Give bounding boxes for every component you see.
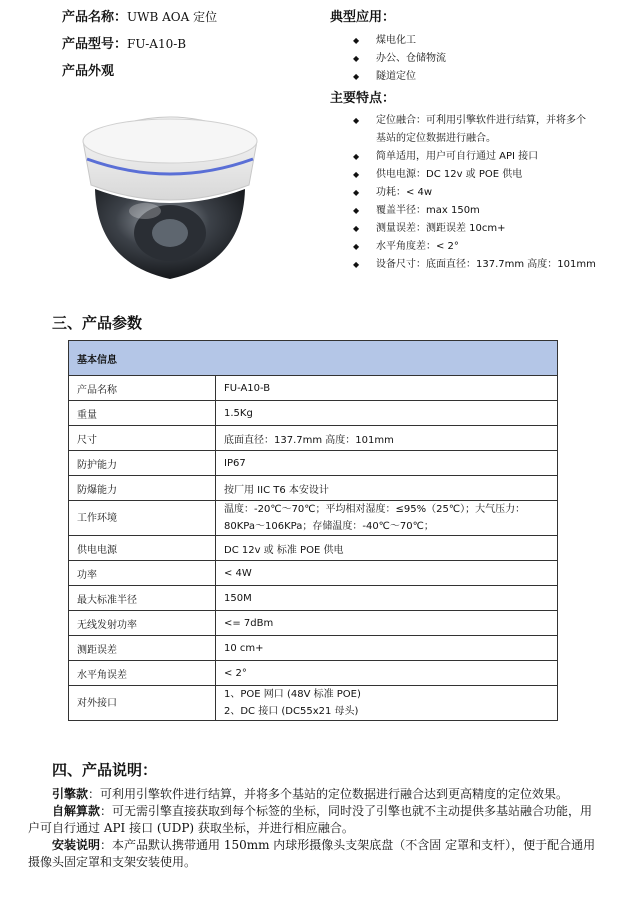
product-model-value: FU-A10-B bbox=[127, 37, 187, 51]
table-row: 防爆能力 按厂用 IIC T6 本安设计 bbox=[69, 476, 558, 501]
spec-table bbox=[68, 340, 558, 721]
list-item: ◆ 水平角度差：< 2° bbox=[353, 238, 623, 256]
table-header: 基本信息 bbox=[69, 341, 558, 376]
list-item: ◆ 简单适用，用户可自行通过 API 接口 bbox=[353, 148, 623, 166]
list-item: ◆ 设备尺寸：底面直径：137.7mm 高度：101mm bbox=[353, 256, 623, 274]
product-model-line bbox=[62, 33, 186, 52]
list-item: ◆ 煤电化工 bbox=[353, 32, 446, 50]
table-row: 工作环境 温度：-20℃～70℃；平均相对湿度：≤95%（25℃）；大气压力：80KPa～106KPa；存储温度：-40℃～70℃； bbox=[69, 501, 558, 536]
table-row: 测距误差 10 cm+ bbox=[69, 636, 558, 661]
product-name-label: 产品名称： bbox=[62, 10, 128, 25]
list-item: ◆ 供电电源：DC 12v 或 POE 供电 bbox=[353, 166, 623, 184]
table-row: 尺寸 底面直径：137.7mm 高度：101mm bbox=[69, 426, 558, 451]
list-item: ◆ 隧道定位 bbox=[353, 68, 446, 86]
section3-heading: 三、产品参数 bbox=[52, 314, 143, 332]
description-paragraph: 引擎款：可利用引擎软件进行结算，并将多个基站的定位数据进行融合达到更高精度的定位效果。 bbox=[52, 787, 569, 801]
table-row: 功率 < 4W bbox=[69, 561, 558, 586]
table-row: 无线发射功率 <= 7dBm bbox=[69, 611, 558, 636]
table-row: 产品名称 FU-A10-B bbox=[69, 376, 558, 401]
product-appearance-label: 产品外观 bbox=[62, 64, 115, 79]
description-paragraph: 自解算款：可无需引擎直接获取到每个标签的坐标，同时没了引擎也就不主动提供多基站融合功能，用户可自行通过 API 接口 (UDP) 获取坐标，并进行相应融合。 bbox=[28, 804, 593, 835]
product-model-label: 产品型号： bbox=[62, 37, 128, 52]
applications-title: 典型应用： bbox=[330, 10, 396, 25]
section4-heading: 四、产品说明： bbox=[52, 761, 158, 779]
description-block bbox=[28, 786, 604, 871]
table-row: 防护能力 IP67 bbox=[69, 451, 558, 476]
list-item: ◆ 测量误差：测距误差 10cm+ bbox=[353, 220, 623, 238]
applications-list bbox=[353, 32, 446, 86]
table-row: 供电电源 DC 12v 或 标准 POE 供电 bbox=[69, 536, 558, 561]
table-row: 水平角误差 < 2° bbox=[69, 661, 558, 686]
product-name-value: UWB AOA 定位 bbox=[127, 10, 218, 24]
list-item: ◆ 定位融合：可利用引擎软件进行结算，并将多个 基站的定位数据进行融合。 bbox=[353, 112, 623, 148]
list-item: ◆ 功耗：< 4w bbox=[353, 184, 623, 202]
table-row: 最大标准半径 150M bbox=[69, 586, 558, 611]
table-row: 对外接口 1、POE 网口 (48V 标准 POE) 2、DC 接口 (DC55x21 母头) bbox=[69, 686, 558, 721]
table-header-row bbox=[69, 341, 558, 376]
features-title: 主要特点： bbox=[330, 91, 396, 106]
dome-camera-image bbox=[75, 93, 265, 283]
table-row: 重量 1.5Kg bbox=[69, 401, 558, 426]
product-name-line bbox=[62, 6, 217, 25]
features-list bbox=[353, 112, 623, 274]
description-paragraph: 安装说明：本产品默认携带通用 150mm 内球形摄像头支架底盘（不含固 定罩和支杆），便于配合通用摄像头固定罩和支架安装使用。 bbox=[28, 838, 596, 869]
list-item: ◆ 办公、仓储物流 bbox=[353, 50, 446, 68]
list-item: ◆ 覆盖半径：max 150m bbox=[353, 202, 623, 220]
